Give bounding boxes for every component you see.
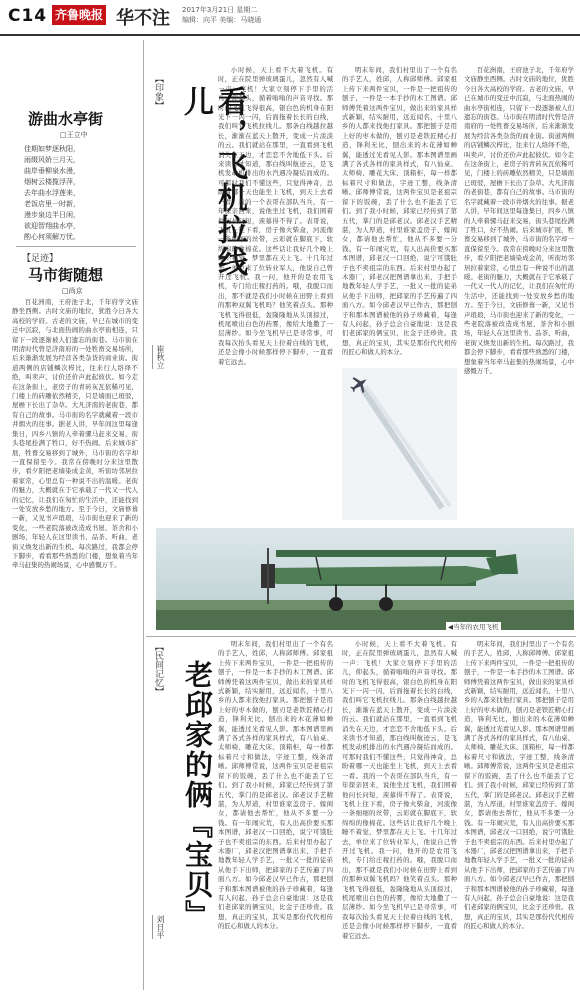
poem-line: 烟树云楼揽浮萍，: [24, 178, 80, 186]
left-essay-tag: 【足迹】: [22, 254, 59, 264]
poem-body: [24, 144, 128, 243]
airplane-essay-title: 看，飞机拉线儿: [178, 86, 247, 278]
bottom-essay-author: 刘日平: [152, 915, 166, 939]
airplane-essay-body-3: 百花洲南，王府池子北，千年府学文庙静坐西侧。古时文庙的地位，犹胜今日各大高校的学府。古老的文庙，早已在城市的变迁中沉寂，与北面热闹的曲水亭街相连，只留下一段逐渐被人们遗忘的街巷。马市街在明清时代曾是济南府的一处牲畜交易场所，后来渐渐发展为经营各类杂货的商业街。街道两侧的店铺鳞次栉比，往来行人络绎不绝，叫卖声、讨价还价声此起彼伏。如今走在这条街上，老房子的青砖灰瓦依稀可见，门楼上的砖雕依然精美，只是墙面已斑驳，屋檐下长出了杂草。大凡济南的老街巷，都有自己的故事。马市街的名字就藏着一段市井烟火的往事。据老人讲，早年间这里每逢集日，四乡八镇的人牵着骡马赶来交易，街头巷尾拴满了牲口，好不热闹。后来城市扩展，牲畜交易移到了城外，马市街的名字却一直保留至今。我常在傍晚时分来这里散步，看夕阳把老墙染成金黄，听街坊邻居拉着家常，心里总有一种说不出的温暖。老街的魅力，大概就在于它承载了一代又一代人的记忆，让我们在匆忙的生活中，还能找到一处安放乡愁的地方。至于今日，文庙修葺一新，又见书声琅琅，马市街也迎来了新的变化，一些老院落被改造成书屋、茶舍和小剧场，年轻人在这里读书、品茶、听曲，老街又焕发出新的生机。每次路过，我都会停下脚步，看看那些熟悉的门楼，想象着当年牵马赶集的热闹场景，心中感慨万千。: [464, 66, 574, 375]
contrail-illustration: [342, 368, 457, 520]
airplane-essay-body: 小时候，天上看不大着飞机。有时，正在院里弹玻璃蛋儿，忽然有人喊一声：飞机！大家立刻停下手里的活儿，仰起头，循着嗡嗡的声音寻找。那时的飞机飞得很高，银白色的机身在阳光下一闪一闪，后面拖着长长的白线，我们叫它飞机拉线儿。那条白线越拉越长，渐渐在蓝天上散开，变成一片淡淡的云。我们就站在那里，一直看到飞机消失在天边，才恋恋不舍地低下头。后来读书才知道，那白线叫航迹云，是飞机发动机排出的水汽遇冷凝结而成的。可那时我们不懂这些，只觉得神奇，总盼着哪一天也能坐上飞机，到天上去看一看。我的一个表哥在部队当兵，有一年探亲回来，说他坐过飞机，我们围着他问长问短，羡慕得不得了。表哥说，飞机上往下看，房子像火柴盒，河流像一条细细的丝带，云彩就在脚底下，软绵绵的像棉花。这些话让我好几个晚上睡不着觉，梦里都在天上飞。十几年过去，单位来了位转业军人，他说自己曾开过飞机。我一问，他开的是农用飞机，专门给庄稼打药的。哦，我脱口而出，那不就是我们小时候在田野上看到的那种双翼飞机吗？他笑着点头。那种飞机飞得很低，轰隆隆地从头顶掠过，机尾喷出白色的药雾，像给大地撒了一层薄纱。如今坐飞机早已是寻常事，可我每次抬头看见天上拉着白线的飞机，还是会像小时候那样停下脚步，一直看着它远去。: [218, 66, 333, 366]
divider: [146, 636, 576, 637]
section-title: 华不注: [116, 8, 170, 29]
page-header: [0, 0, 580, 36]
airplane-essay-author: 崔秋立: [152, 345, 166, 369]
header-meta: [182, 5, 261, 25]
column-divider: [143, 40, 144, 990]
poem-line: 佳期如梦逐秋阳，: [24, 145, 80, 153]
editor-line: 编辑：向平 美编：马晓通: [182, 16, 262, 24]
poem-line: 雨缀风娇三月天，: [24, 156, 80, 164]
left-essay-body: 百花洲南，王府池子北，千年府学文庙静坐西侧。古时文庙的地位，犹胜今日各大高校的学府。古老的文庙，早已在城市的变迁中沉寂，与北面热闹的曲水亭街相连，只留下一段逐渐被人们遗忘的街巷。马市街在明清时代曾是济南府的一处牲畜交易场所，后来渐渐发展为经营各类杂货的商业街。街道两侧的店铺鳞次栉比，往来行人络绎不绝，叫卖声、讨价还价声此起彼伏。如今走在这条街上，老房子的青砖灰瓦依稀可见，门楼上的砖雕依然精美，只是墙面已斑驳，屋檐下长出了杂草。大凡济南的老街巷，都有自己的故事。马市街的名字就藏着一段市井烟火的往事。据老人讲，早年间这里每逢集日，四乡八镇的人牵着骡马赶来交易，街头巷尾拴满了牲口，好不热闹。后来城市扩展，牲畜交易移到了城外，马市街的名字却一直保留至今。我常在傍晚时分来这里散步，看夕阳把老墙染成金黄，听街坊邻居拉着家常，心里总有一种说不出的温暖。老街的魅力，大概就在于它承载了一代又一代人的记忆，让我们在匆忙的生活中，还能找到一处安放乡愁的地方。至于今日，文庙修葺一新，又见书声琅琅，马市街也迎来了新的变化，一些老院落被改造成书屋、茶舍和小剧场，年轻人在这里读书、品茶、听曲，老街又焕发出新的生机。每次路过，我都会停下脚步，看看那些熟悉的门楼，想象着当年牵马赶集的热闹场景，心中感慨万千。: [12, 298, 138, 570]
airplane-essay-tag: 【印象】: [153, 74, 163, 110]
bottom-essay-tag: 【民间记忆】: [153, 642, 163, 696]
page-number: C14: [8, 6, 48, 26]
poem-line: 欲迎智翔曲水亭，: [24, 222, 80, 230]
poem-author: □王立中: [60, 131, 88, 139]
plane-caption: ◀当年的农用飞机: [448, 623, 499, 631]
bottom-essay-body-2: 小时候，天上看不大着飞机。有时，正在院里弹玻璃蛋儿，忽然有人喊一声：飞机！大家立刻停下手里的活儿，仰起头，循着嗡嗡的声音寻找。那时的飞机飞得很高，银白色的机身在阳光下一闪一闪，后面拖着长长的白线，我们叫它飞机拉线儿。那条白线越拉越长，渐渐在蓝天上散开，变成一片淡淡的云。我们就站在那里，一直看到飞机消失在天边，才恋恋不舍地低下头。后来读书才知道，那白线叫航迹云，是飞机发动机排出的水汽遇冷凝结而成的。可那时我们不懂这些，只觉得神奇，总盼着哪一天也能坐上飞机，到天上去看一看。我的一个表哥在部队当兵，有一年探亲回来，说他坐过飞机，我们围着他问长问短，羡慕得不得了。表哥说，飞机上往下看，房子像火柴盒，河流像一条细细的丝带，云彩就在脚底下，软绵绵的像棉花。这些话让我好几个晚上睡不着觉，梦里都在天上飞。十几年过去，单位来了位转业军人，他说自己曾开过飞机。我一问，他开的是农用飞机，专门给庄稼打药的。哦，我脱口而出，那不就是我们小时候在田野上看到的那种双翼飞机吗？他笑着点头。那种飞机飞得很低，轰隆隆地从头顶掠过，机尾喷出白色的药雾，像给大地撒了一层薄纱。如今坐飞机早已是寻常事，可我每次抬头看见天上拉着白线的飞机，还是会像小时候那样停下脚步，一直看着它远去。: [342, 640, 457, 940]
bottom-essay-body-3: 明末年间，我们村里出了一个有名的手艺人，姓邱，人称邱师傅。邱家祖上传下来两件宝贝，一件是一把祖传的刨子，一件是一本手抄的木工图谱。邱师傅凭着这两件宝贝，做出来的家具样式新颖，结实耐用，远近闻名，十里八乡的人都来找他打家具。那把刨子是用上好的枣木做的，刨刃是老铁匠精心打造，锋利无比，刨出来的木花薄如蝉翼，能透过光看见人影。那本图谱里画满了各式各样的家具样式，有八仙桌、太师椅、雕花大床、顶箱柜，每一样都标着尺寸和做法，字迹工整，线条清晰。邱师傅常说，这两件宝贝是老祖宗留下的饭碗，丢了什么也不能丢了它们。到了我小时候，邱家已经传到了第五代，掌门的是邱老汉。邱老汉手艺精湛，为人厚道，村里谁家盖房子、嫁闺女，都请他去帮忙，他从不多要一分钱。有一年闹灾荒，有人出高价要买那本图谱，邱老汉一口回绝，说宁可饿肚子也不卖祖宗的东西。后来村里办起了木器厂，邱老汉把图谱拿出来，手把手地教年轻人学手艺，一批又一批的徒弟从他手下出师，把邱家的手艺传遍了四面八方。如今邱老汉早已作古，那把刨子和那本图谱被他的孙子珍藏着，每逢有人问起，孙子总会自豪地说：这是我们老邱家的俩宝贝，比金子还珍贵。我想，真正的宝贝，其实是那份代代相传的匠心和做人的本分。: [464, 640, 574, 931]
plane-photo-svg: [156, 528, 574, 630]
bottom-essay-body: 明末年间，我们村里出了一个有名的手艺人，姓邱，人称邱师傅。邱家祖上传下来两件宝贝，一件是一把祖传的刨子，一件是一本手抄的木工图谱。邱师傅凭着这两件宝贝，做出来的家具样式新颖，结实耐用，远近闻名，十里八乡的人都来找他打家具。那把刨子是用上好的枣木做的，刨刃是老铁匠精心打造，锋利无比，刨出来的木花薄如蝉翼，能透过光看见人影。那本图谱里画满了各式各样的家具样式，有八仙桌、太师椅、雕花大床、顶箱柜，每一样都标着尺寸和做法，字迹工整，线条清晰。邱师傅常说，这两件宝贝是老祖宗留下的饭碗，丢了什么也不能丢了它们。到了我小时候，邱家已经传到了第五代，掌门的是邱老汉。邱老汉手艺精湛，为人厚道，村里谁家盖房子、嫁闺女，都请他去帮忙，他从不多要一分钱。有一年闹灾荒，有人出高价要买那本图谱，邱老汉一口回绝，说宁可饿肚子也不卖祖宗的东西。后来村里办起了木器厂，邱老汉把图谱拿出来，手把手地教年轻人学手艺，一批又一批的徒弟从他手下出师，把邱家的手艺传遍了四面八方。如今邱老汉早已作古，那把刨子和那本图谱被他的孙子珍藏着，每逢有人问起，孙子总会自豪地说：这是我们老邱家的俩宝贝，比金子还珍贵。我想，真正的宝贝，其实是那份代代相传的匠心和做人的本分。: [218, 640, 333, 931]
poem-line: 酌心何须解万忧。: [24, 233, 80, 241]
poem-line: 去年曲水浮莲来，: [24, 189, 80, 197]
contrail-svg: [342, 368, 457, 520]
divider: [16, 246, 136, 247]
poem-title: 游曲水亭街: [28, 110, 104, 128]
airplane-essay-body-2: 明末年间，我们村里出了一个有名的手艺人，姓邱，人称邱师傅。邱家祖上传下来两件宝贝，一件是一把祖传的刨子，一件是一本手抄的木工图谱。邱师傅凭着这两件宝贝，做出来的家具样式新颖，结实耐用，远近闻名，十里八乡的人都来找他打家具。那把刨子是用上好的枣木做的，刨刃是老铁匠精心打造，锋利无比，刨出来的木花薄如蝉翼，能透过光看见人影。那本图谱里画满了各式各样的家具样式，有八仙桌、太师椅、雕花大床、顶箱柜，每一样都标着尺寸和做法，字迹工整，线条清晰。邱师傅常说，这两件宝贝是老祖宗留下的饭碗，丢了什么也不能丢了它们。到了我小时候，邱家已经传到了第五代，掌门的是邱老汉。邱老汉手艺精湛，为人厚道，村里谁家盖房子、嫁闺女，都请他去帮忙，他从不多要一分钱。有一年闹灾荒，有人出高价要买那本图谱，邱老汉一口回绝，说宁可饿肚子也不卖祖宗的东西。后来村里办起了木器厂，邱老汉把图谱拿出来，手把手地教年轻人学手艺，一批又一批的徒弟从他手下出师，把邱家的手艺传遍了四面八方。如今邱老汉早已作古，那把刨子和那本图谱被他的孙子珍藏着，每逢有人问起，孙子总会自豪地说：这是我们老邱家的俩宝贝，比金子还珍贵。我想，真正的宝贝，其实是那份代代相传的匠心和做人的本分。: [342, 66, 457, 357]
poem-line: 老饭店里一时新，: [24, 200, 80, 208]
date-line: 2017年3月21日 星期二: [182, 6, 258, 14]
newspaper-logo: 齐鲁晚报: [52, 5, 106, 25]
header-rule: [0, 34, 580, 36]
left-essay-title: 马市街随想: [28, 266, 104, 284]
poem-line: 漫步泉边半日闲，: [24, 211, 80, 219]
plane-photo: [156, 528, 574, 630]
bottom-essay-title: 老邱家的俩『宝贝』: [181, 660, 214, 930]
poem-line: 曲岸垂柳泉水漫，: [24, 167, 80, 175]
left-essay-author: □尚京: [62, 287, 83, 295]
